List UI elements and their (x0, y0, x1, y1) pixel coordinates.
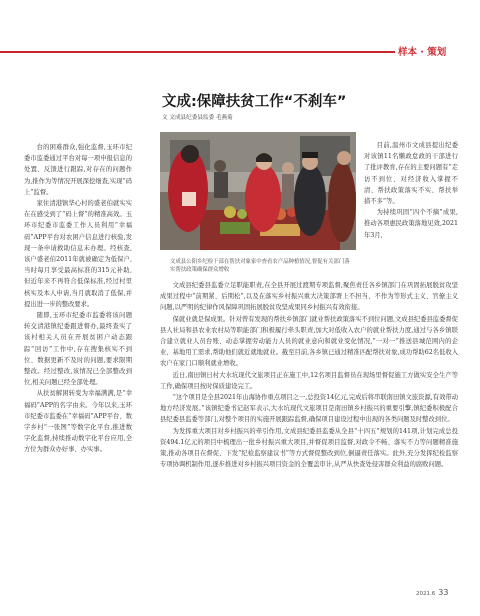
right-column (364, 140, 458, 280)
right-paragraph-2: 为持续巩固“四个不摘”成果,推动各项惠民政策落地见效,2021年3月, (364, 209, 458, 239)
page-footer (416, 580, 448, 599)
issue-date: 2021.6 (416, 591, 436, 597)
page-header (0, 44, 480, 58)
bottom-paragraph-5: 为发挥重大项目对乡村振兴的牵引作用,文成县纪委县监委从全县“十四五”规划的141项,计划完成总投资494.1亿元的项目中梳理出一批乡村振兴重大项目,并督促项目监督,对政令不畅、落实不力等问题精准施策,推动各项目在督促、下发“纪检监察建议书”等方式督促整改到位,倒逼责任落实。此外,充分发挥纪检监察专项协调机制作用,逐步推进对乡村振兴项目资金的全覆盖审计,从严从快查处侵害群众利益的腐败问题。 (160, 427, 458, 469)
left-paragraph-1: 台的困难群众,强化监督,玉环市纪委市监委通过平台对每一项申报信息的处置、反馈进行跟踪,对存在的问题作为,推作为等情况开展深挖细查,实现“码上”监督。 (24, 144, 132, 196)
left-column (24, 142, 132, 542)
article-photo (160, 132, 356, 250)
left-paragraph-4: 从扶贫解困转变为幸福满满,是“幸福码”APP的名字由来。今年以来,玉环市纪委市监委在“幸福码”APP平台、数字乡村“一张图”等数字化平台,推进数字化监督,持续推动数字化平台应用,全方位为群众办好事、办实事。 (24, 390, 132, 454)
photo-caption: 文成县公阳乡纪检干部在帮扶对象家中查看农产品种植情况,督促有关部门落实帮扶政策确保群众增收 (170, 259, 350, 273)
bottom-paragraph-3: 近日,南田镇日村大水坑现代文旅项目正在施工中,12名项目监督员在现场里督促施工方做实安全生产等工作,确保项目按时保质建设完工。 (160, 371, 458, 390)
bottom-paragraph-4: “这个项目是全县2021年山海协作重点项目之一,总投资14亿元,完成后将串联南田镇文旅资源,有效带动地方经济发展。”该镇纪委书记赵军表示,大水坑现代文旅项目是南田镇乡村振兴的重要引擎,镇纪委积极配合县纪委县监委等部门,对整个项目的实施开展跟踪监督,确保项目建设过程中出现的各类问题及时整改到位。 (160, 394, 458, 424)
bottom-paragraph-2: 保就业就是保成果。针对曾有发现的帮扶乡镇部门就业帮扶政策落实不到位问题,文成县纪委县监委督促县人社局和县农业农村局等职能部门积极履行牵头职责,加大对低收入农户的就业帮扶力度,通过与各乡镇联合建立就业人员台账、动态掌握劳动能力人员的就业意向和就业变化情况,“一对一”推送县城范围内的企业、基地用工需求,帮助他们就近就地就业。截至目前,各乡镇已通过精准匹配帮扶对象,成功帮助62名低收入农户在家门口顺利就业增收。 (160, 315, 458, 368)
left-paragraph-3: 随即,玉环市纪委市监委将该问题转交清港镇纪委跟进督办,最终查实了该村相关人员在开展贫困户动态跟踪“回访”工作中,存在搜集核实不到位、数据更新不及时的问题,要求限期整改。经过整改,该情况已全部整改到位,相关问题已经全部处理。 (24, 312, 132, 387)
bottom-paragraph-1: 文成县纪委县监委立足职能职责,在全县开展过渡期专项监督,聚焦责任各乡镇部门在巩固拓展脱贫攻坚成果过程中“前期紧、后期松”,以及在落实乡村振兴重大决策部署上不担当、不作为等形式主义、官僚主义问题,以严明的纪律作风保障巩固拓展脱贫攻坚成果同乡村振兴有效衔接。 (160, 282, 458, 312)
page-number: 33 (438, 588, 449, 597)
bottom-column (160, 280, 458, 570)
right-paragraph-1: 目前,温州市文成县提出纪委对该镇11名懒政怠政的干部进行了批评教育,存在的主要问题有“走访不到位、对经济收入掌握不清、帮扶政策落实不实、帮扶举措不多”等。 (364, 142, 458, 206)
section-label: 样本 · 策划 (398, 47, 447, 58)
article-title: 文成:保障扶贫工作“不刹车” (162, 94, 347, 110)
left-paragraph-2: 家住清港镇华心村的盛老伯就实实在在感受到了“码上督”的精准高效。玉环市纪委市监委工作人员利用“幸福码”APP平台对农困户信息进行核验,发现一条申请救助信息未办理。经核查,该户盛老伯2011年就被确定为低保户,当时每月享受最高标准的315元补助,但近年来不再符合低保标准,经过村里核实及本人申请,当月就取消了低保,并提出进一步的整改要求。 (24, 200, 132, 308)
market-scene-illustration (160, 132, 356, 250)
article-byline: 文 文成县纪委县监委 毛燕菊 (162, 115, 233, 121)
header-rule (0, 51, 395, 53)
